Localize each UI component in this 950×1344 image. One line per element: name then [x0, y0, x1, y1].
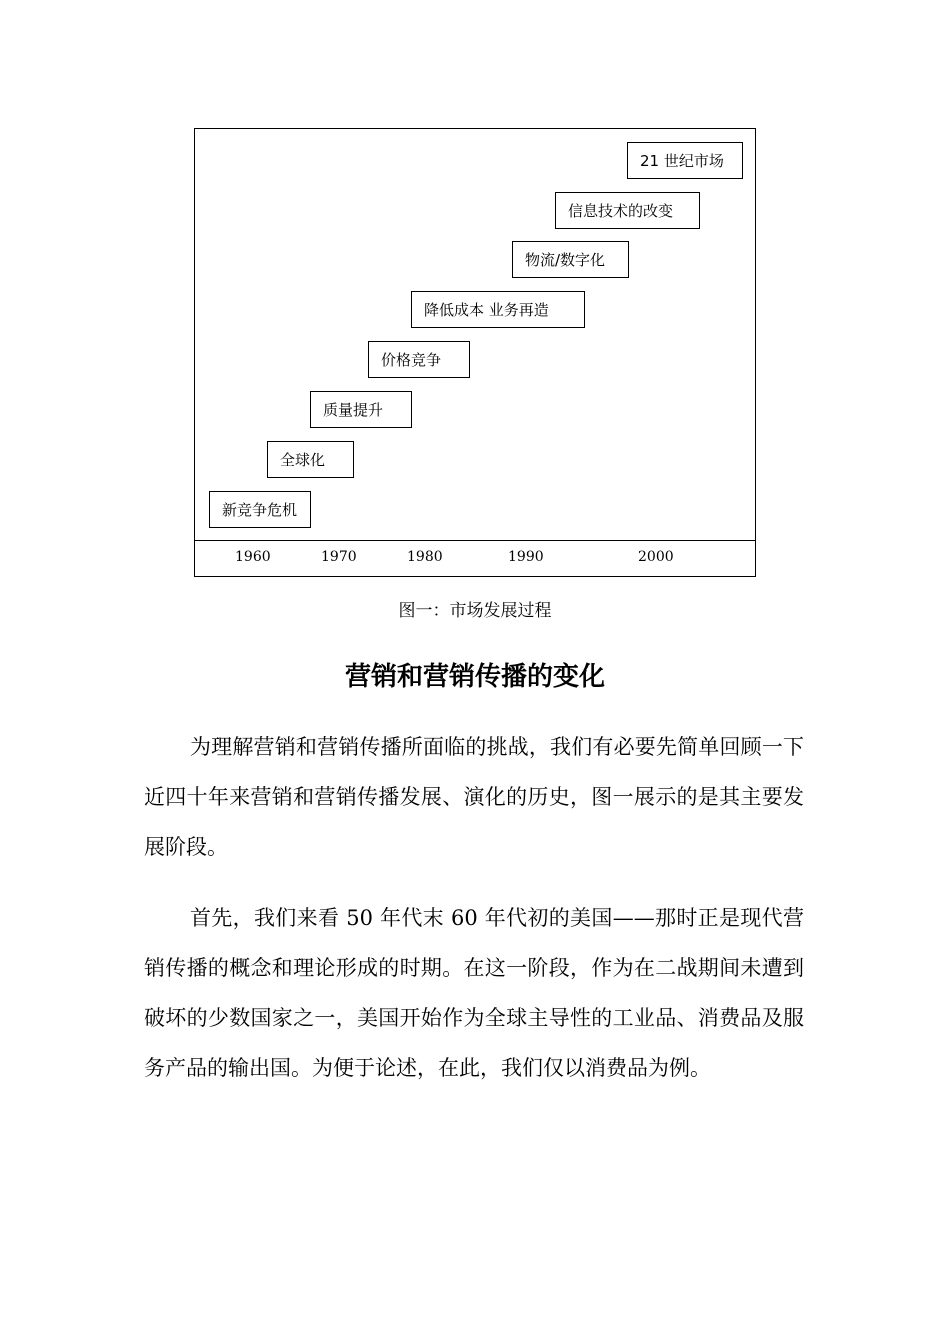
stage-box-it-change: 信息技术的改变 — [555, 192, 700, 229]
stage-box-price-competition: 价格竞争 — [368, 341, 470, 378]
year-label: 2000 — [638, 549, 674, 565]
stage-box-globalization: 全球化 — [267, 441, 354, 478]
year-label: 1990 — [508, 549, 544, 565]
stage-box-new-competition-crisis: 新竞争危机 — [209, 491, 311, 528]
figure-caption: 图一：市场发展过程 — [398, 601, 552, 621]
stage-box-quality-improvement: 质量提升 — [310, 391, 412, 428]
stage-box-logistics-digitization: 物流/数字化 — [512, 241, 629, 278]
timeline-axis-line — [195, 540, 755, 541]
section-heading: 营销和营销传播的变化 — [344, 662, 605, 692]
body-paragraph: 首先，我们来看 50 年代末 60 年代初的美国——那时正是现代营销传播的概念和理论形成的时期。在这一阶段，作为在二战期间未遭到破坏的少数国家之一，美国开始作为全球主导性的工业品、消费品及服务产品的输出国。为便于论述，在此，我们仅以消费品为例。 — [144, 906, 804, 1080]
market-development-figure — [194, 128, 756, 577]
year-label: 1970 — [321, 549, 357, 565]
body-paragraph: 为理解营销和营销传播所面临的挑战，我们有必要先简单回顾一下近四十年来营销和营销传播发展、演化的历史，图一展示的是其主要发展阶段。 — [144, 735, 804, 859]
year-label: 1960 — [235, 549, 271, 565]
stage-box-cost-reduction-reengineering: 降低成本 业务再造 — [411, 291, 585, 328]
stage-box-21st-century-market: 21 世纪市场 — [627, 142, 743, 179]
year-label: 1980 — [407, 549, 443, 565]
